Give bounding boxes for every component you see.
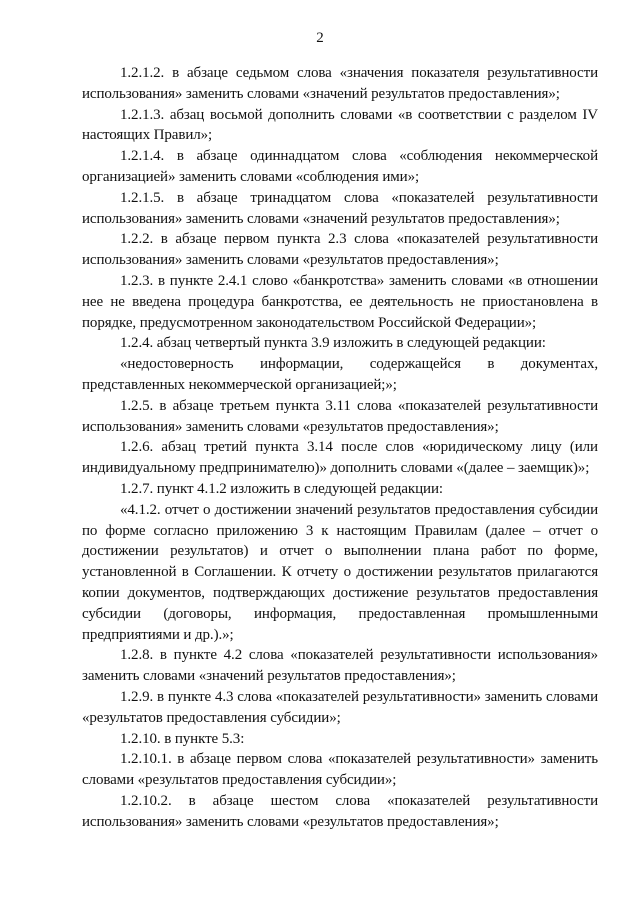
paragraph-1-2-1-3: 1.2.1.3. абзац восьмой дополнить словами «в соответствии с разделом IV настоящих Правил»; [82, 106, 598, 144]
paragraph-1-2-5: 1.2.5. в абзаце третьем пункта 3.11 слова «показателей результативности использования» заменить словами «результатов предоставления»; [82, 397, 598, 435]
paragraph-1-2-9: 1.2.9. в пункте 4.3 слова «показателей результативности» заменить словами «результатов предоставления субсидии»; [82, 688, 598, 726]
paragraph-1-2-4-text: «недостоверность информации, содержащейся в документах, представленных некоммерческой организацией;»; [82, 356, 598, 393]
paragraph-1-2-10-1: 1.2.10.1. в абзаце первом слова «показателей результативности» заменить словами «результатов предоставления субсидии»; [82, 751, 598, 789]
paragraph-1-2-1-4: 1.2.1.4. в абзаце одиннадцатом слова «соблюдения некоммерческой организацией» заменить словами «соблюдения ими»; [82, 148, 598, 185]
paragraph-1-2-1-5: 1.2.1.5. в абзаце тринадцатом слова «показателей результативности использования» заменить словами «значений результатов предоставления»; [82, 189, 598, 227]
paragraph-1-2-7: 1.2.7. пункт 4.1.2 изложить в следующей редакции: [120, 480, 443, 497]
paragraph-1-2-4: 1.2.4. абзац четвертый пункта 3.9 изложить в следующей редакции: [120, 335, 546, 352]
paragraph-1-2-10-2: 1.2.10.2. в абзаце шестом слова «показателей результативности использования» заменить словами «результатов предоставления»; [82, 792, 598, 830]
document-body [82, 63, 598, 832]
paragraph-1-2-1-2: 1.2.1.2. в абзаце седьмом слова «значения показателя результативности использования» заменить словами «значений результатов предоставления»; [82, 65, 598, 102]
paragraph-1-2-10: 1.2.10. в пункте 5.3: [120, 730, 245, 747]
paragraph-1-2-8: 1.2.8. в пункте 4.2 слова «показателей результативности использования» заменить словами «значений результатов предоставления»; [82, 647, 598, 685]
page-number: 2 [316, 30, 324, 46]
paragraph-1-2-2: 1.2.2. в абзаце первом пункта 2.3 слова «показателей результативности использования» заменить словами «результатов предоставления»; [82, 231, 598, 269]
paragraph-4-1-2-text: «4.1.2. отчет о достижении значений результатов предоставления субсидии по форме согласно приложению 3 к настоящим Правилам (далее – отчет о достижении результатов) и отчет о выполнении плана работ по форме, установленной в Соглашении. К отчету о достижении результатов прилагаются копии документов, подтверждающих достижение результатов предоставления субсидии (договоры, информация, предоставленная промышленными предприятиями и др.).»; [82, 501, 598, 643]
paragraph-1-2-6: 1.2.6. абзац третий пункта 3.14 после слов «юридическому лицу (или индивидуальному предпринимателю)» дополнить словами «(далее – заемщик)»; [82, 439, 598, 477]
paragraph-1-2-3: 1.2.3. в пункте 2.4.1 слово «банкротства» заменить словами «в отношении нее не введена процедура банкротства, ее деятельность не приостановлена в порядке, предусмотренном законодательством Российской Федерации»; [82, 272, 598, 331]
